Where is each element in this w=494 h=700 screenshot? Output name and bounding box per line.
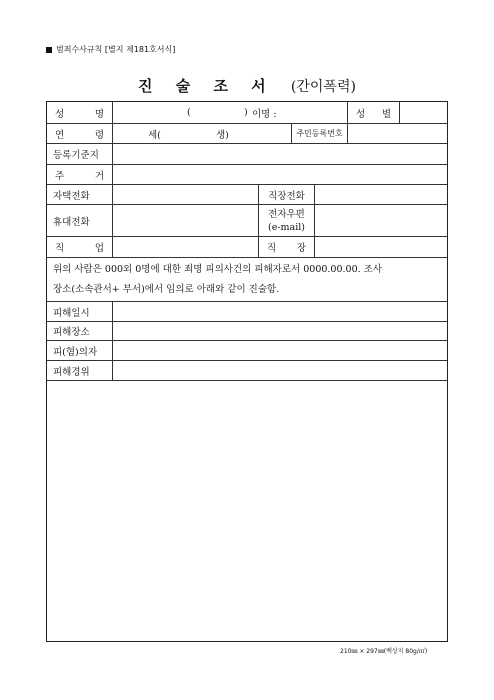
paper-size-footer: 210㎜ × 297㎜(백상지 80g/㎡) [340,648,428,655]
name-value[interactable] [113,102,348,123]
email-label-sub: (e-mail) [268,221,305,233]
document-title [0,75,494,96]
title-main: 진 술 조 서 [138,77,275,95]
email-value[interactable] [315,205,449,236]
job-value[interactable] [113,237,259,257]
statement-line-1: 위의 사람은 000외 0명에 대한 죄명 피의사건의 피해자로서 0000.00.00. 조사 [53,264,383,275]
header-text: 범죄수사규칙 [별지 제181호서식] [56,45,176,54]
square-bullet-icon [46,47,52,53]
name-label-b: 명 [94,108,104,120]
email-label-text: 전자우편 [268,208,305,220]
name-label [47,102,113,123]
home-phone-label: 자택전화 [47,185,113,204]
workplace-label [259,237,315,257]
damage-place-value[interactable] [113,322,449,340]
workplace-label-a: 직 [267,243,277,254]
row-address [47,165,447,185]
address-label [47,165,113,184]
row-damage-place [47,322,447,341]
registry-label: 등록기준지 [47,144,113,164]
home-phone-value[interactable] [113,185,259,204]
row-registry [47,144,447,165]
name-paren-close: ) [244,107,248,118]
title-sub: (간이폭력) [290,79,356,95]
work-phone-value[interactable] [315,185,449,204]
row-mobile [47,205,447,237]
name-paren-open: ( [187,107,191,118]
address-value[interactable] [113,165,449,184]
suspect-value[interactable] [113,341,449,360]
name-label-a: 성 [55,108,65,120]
age-label [47,124,113,143]
mobile-value[interactable] [113,205,259,236]
statement-line-2: 장소(소속관서+ 부서)에서 임의로 아래와 같이 진술함. [53,284,280,295]
mobile-label: 휴대전화 [47,205,113,236]
row-name [47,102,447,124]
suspect-label: 피(혐)의자 [47,341,113,360]
workplace-value[interactable] [315,237,449,257]
work-phone-label: 직장전화 [259,185,315,204]
statement-form [46,101,448,642]
age-label-b: 령 [94,129,104,141]
gender-value[interactable] [400,102,449,123]
address-label-a: 주 [55,170,65,182]
damage-circumstances-label: 피해경위 [47,361,113,381]
age-text: 세( [148,129,161,141]
row-suspect [47,341,447,361]
birth-text: 생) [216,129,229,141]
damage-circumstances-header-value[interactable] [113,361,447,381]
alias-label: 이명 : [252,108,277,120]
row-home-phone [47,185,447,205]
registry-value[interactable] [113,144,449,164]
damage-place-label: 피해장소 [47,322,113,340]
job-label-a: 직 [55,243,65,254]
job-label [47,237,113,257]
job-label-b: 업 [94,243,104,254]
damage-date-label: 피해일시 [47,302,113,321]
row-job [47,237,447,258]
row-age [47,124,447,144]
age-label-a: 연 [55,129,65,141]
gender-label-a: 성 [356,108,366,120]
address-label-b: 거 [94,170,104,182]
form-header [46,44,175,55]
damage-circumstances-body[interactable] [47,381,447,641]
rrn-label: 주민등록번호 [292,124,348,143]
row-statement [47,258,447,302]
rrn-value[interactable] [348,124,449,143]
row-damage-date [47,302,447,322]
email-label [259,205,315,236]
age-value[interactable] [113,124,292,143]
damage-date-value[interactable] [113,302,449,321]
workplace-label-b: 장 [296,243,306,254]
gender-label [348,102,400,123]
gender-label-b: 별 [381,108,391,120]
